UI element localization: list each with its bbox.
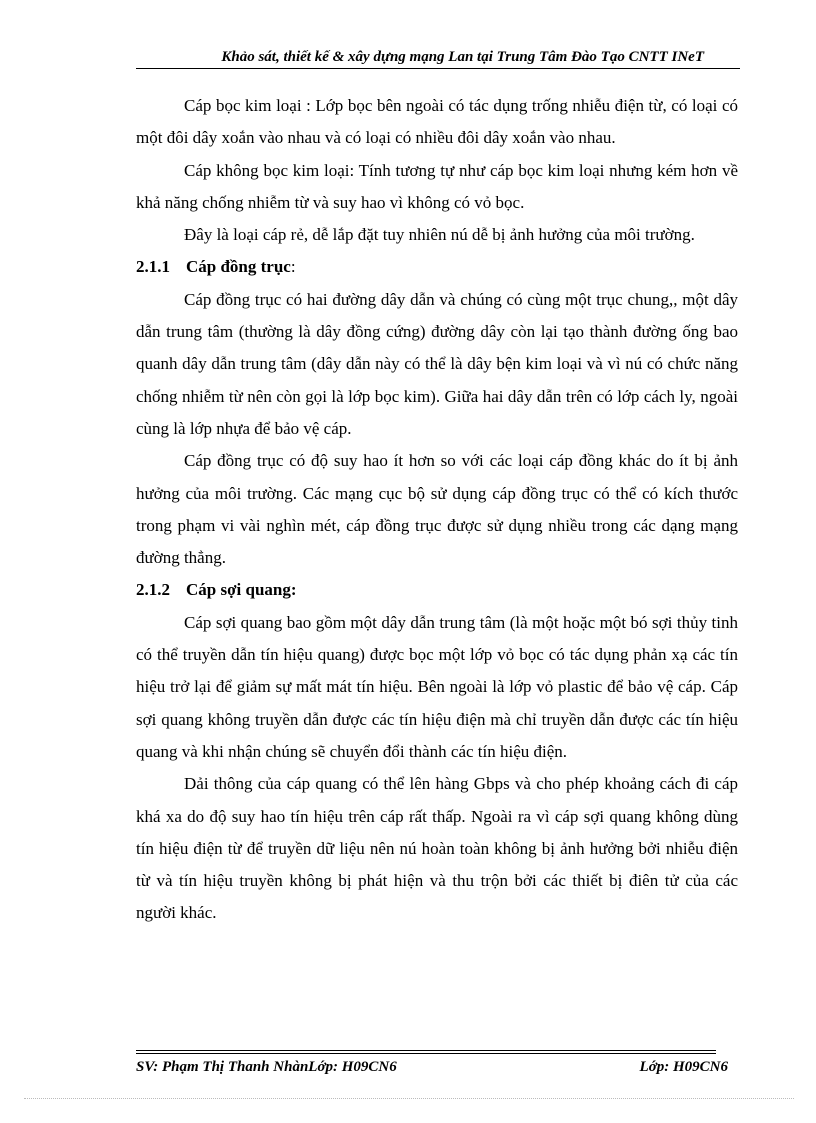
- heading-number: 2.1.1: [136, 257, 170, 277]
- heading-text: Cáp đồng trục: [186, 257, 291, 277]
- page-header: [136, 46, 740, 69]
- header-title: Khảo sát, thiết kế & xây dựng mạng Lan tại Trung Tâm Đào Tạo CNTT INeT: [221, 49, 704, 65]
- heading-text: Cáp sợi quang:: [186, 580, 297, 600]
- paragraph-unshielded-cable: Cáp không bọc kim loại: Tính tương tự như cáp bọc kim loại nhưng kém hơn về khả năng chống nhiễm từ và suy hao vì không có vỏ bọc.: [136, 160, 738, 212]
- paragraph-coaxial-structure: Cáp đồng trục có hai đường dây dẫn và chúng có cùng một trục chung,, một dây dẫn trung tâm (thường là dây đồng cứng) đường dây còn lại tạo thành đường ống bao quanh dây dẫn trung tâm (dây dẫn này có thể là dây bện kim loại và vì nú có chức năng chống nhiễm từ nên còn gọi là lớp bọc kim). Giữa hai dây dẫn trên có lớp cách ly, ngoài cùng là lớp nhựa để bảo vệ cáp.: [136, 289, 738, 438]
- heading-suffix: :: [290, 257, 296, 277]
- heading-coaxial-cable: [136, 251, 738, 283]
- paragraph-coaxial-usage: Cáp đồng trục có độ suy hao ít hơn so với các loại cáp đồng khác do ít bị ảnh hưởng của môi trường. Các mạng cục bộ sử dụng cáp đồng trục có thể có kích thước trong phạm vi vài nghìn mét, cáp đồng trục được sử dụng nhiều trong các dạng mạng đường thẳng.: [136, 451, 738, 568]
- footer-class: Lớp: H09CN6: [639, 1059, 728, 1075]
- document-body: [136, 90, 738, 930]
- footer-rule-double: [136, 1053, 716, 1054]
- paragraph-fiber-bandwidth: Dải thông của cáp quang có thể lên hàng Gbps và cho phép khoảng cách đi cáp khá xa do độ suy hao tín hiệu trên cáp rất thấp. Ngoài ra vì cáp sợi quang không dùng tín hiệu điện từ để truyền dữ liệu nên nú hoàn toàn không bị ảnh hưởng bởi nhiễu điện từ và tín hiệu truyền không bị phát hiện và thu trộn bởi các thiết bị điên tử của các người khác.: [136, 774, 738, 923]
- heading-number: 2.1.2: [136, 580, 170, 600]
- heading-fiber-optic: [136, 574, 738, 606]
- paragraph-cheap-cable: Đây là loại cáp rẻ, dễ lắp đặt tuy nhiên nú dễ bị ảnh hưởng của môi trường.: [184, 225, 695, 245]
- paragraph-fiber-structure: Cáp sợi quang bao gồm một dây dẫn trung tâm (là một hoặc một bó sợi thủy tinh có thể truyền dẫn tín hiệu quang) được bọc một lớp vỏ bọc có tác dụng phản xạ các tín hiệu trở lại để giảm sự mất mát tín hiệu. Bên ngoài là lớp vỏ plastic để bảo vệ cáp. Cáp sợi quang không truyền dẫn được các tín hiệu điện mà chỉ truyền dẫn được các tín hiệu quang và khi nhận chúng sẽ chuyển đổi thành các tín hiệu điện.: [136, 612, 738, 761]
- footer-rule: [136, 1050, 716, 1051]
- footer-student: SV: Phạm Thị Thanh NhànLớp: H09CN6: [136, 1059, 397, 1075]
- paragraph-shielded-cable: Cáp bọc kim loại : Lớp bọc bên ngoài có tác dụng trống nhiễu điện từ, có loại có một đôi dây xoắn vào nhau và có loại có nhiều đôi dây xoắn vào nhau.: [136, 96, 738, 148]
- page-edge: [24, 1098, 794, 1099]
